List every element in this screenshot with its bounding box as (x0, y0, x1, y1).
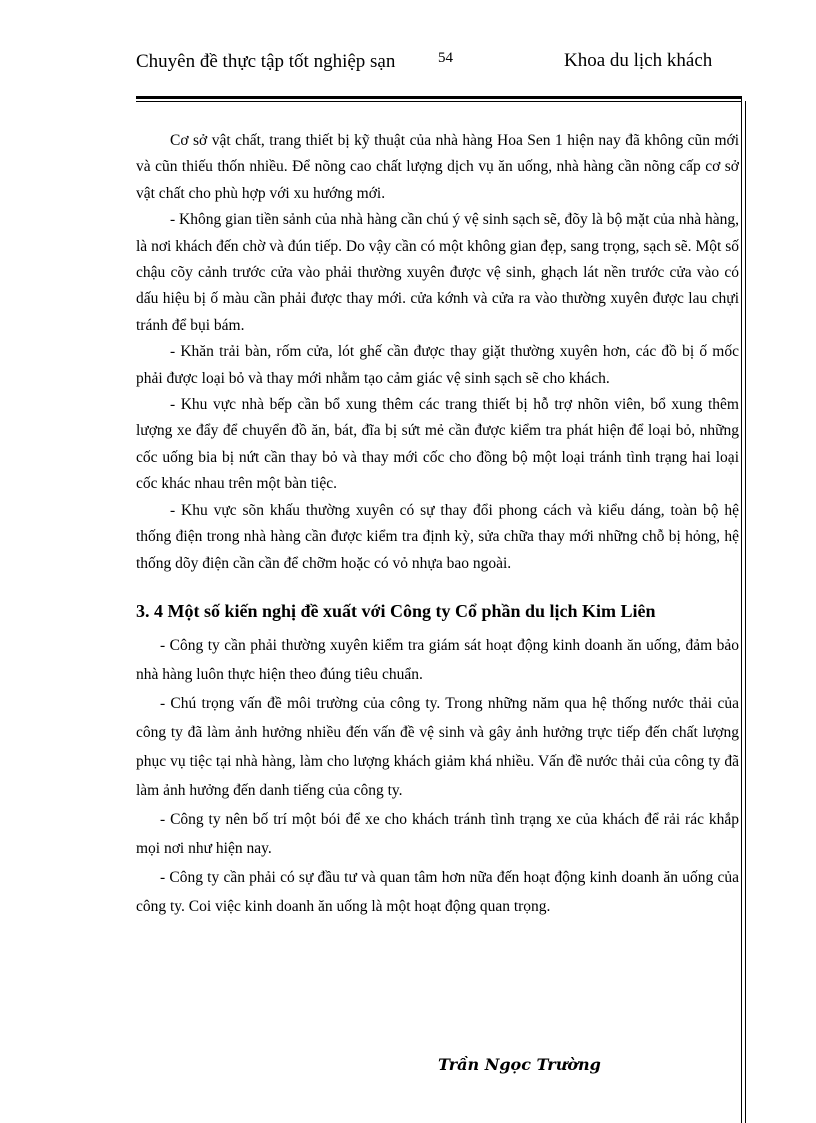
header-title-left: Chuyên đề thực tập tốt nghiệp sạn (136, 51, 396, 72)
paragraph: - Công ty nên bố trí một bói để xe cho khách tránh tình trạng xe của khách để rải rác khắp mọi nơi như hiện nay. (136, 810, 739, 857)
paragraph: - Khu vực sõn khấu thường xuyên có sự thay đổi phong cách và kiểu dáng, toàn bộ hệ thống điện trong nhà hàng cần được kiểm tra định kỳ, sửa chữa thay mới những chỗ bị hỏng, hệ thống dõy điện cần cần để chỡm hoặc có vỏ nhựa bao ngoài. (136, 501, 739, 572)
section-facilities (136, 128, 739, 577)
paragraph: - Công ty cần phải thường xuyên kiểm tra giám sát hoạt động kinh doanh ăn uống, đảm bảo nhà hàng luôn thực hiện theo đúng tiêu chuẩn. (136, 636, 739, 683)
paragraph: - Công ty cần phải có sự đầu tư và quan tâm hơn nữa đến hoạt động kinh doanh ăn uống của công ty. Coi việc kinh doanh ăn uống là một hoạt động quan trọng. (136, 868, 739, 915)
page-header (136, 46, 741, 96)
section-recommendations (136, 631, 739, 921)
page-number: 54 (438, 50, 453, 66)
paragraph: Cơ sở vật chất, trang thiết bị kỹ thuật của nhà hàng Hoa Sen 1 hiện nay đã không cũn mới và cũn thiếu thốn nhiều. Để nõng cao chất lượng dịch vụ ăn uống, nhà hàng cần nõng cấp cơ sở vật chất cho phù hợp với xu hướng mới. (136, 132, 739, 202)
header-rule-thick (136, 96, 741, 99)
page-border-right-inner (745, 101, 746, 1123)
header-title-right: Khoa du lịch khách (564, 50, 713, 71)
header-rule-thin (136, 101, 741, 102)
page-body (136, 128, 739, 921)
paragraph: - Khăn trải bàn, rốm cửa, lót ghế cần được thay giặt thường xuyên hơn, các đồ bị ố mốc phải được loại bỏ và thay mới nhằm tạo cảm giác vệ sinh sạch sẽ cho khách. (136, 343, 739, 387)
paragraph: - Khu vực nhà bếp cần bổ xung thêm các trang thiết bị hỗ trợ nhõn viên, bổ xung thêm lượng xe đẩy để chuyển đồ ăn, bát, đĩa bị sứt mẻ cần được kiểm tra phát hiện để loại bỏ, những cốc uống bia bị nứt cần thay bỏ và thay mới cốc cho đồng bộ một loại tránh tình trạng hai loại cốc khác nhau trên một bàn tiệc. (136, 396, 739, 493)
paragraph: - Không gian tiền sảnh của nhà hàng cần chú ý vệ sinh sạch sẽ, đõy là bộ mặt của nhà hàng, là nơi khách đến chờ và đún tiếp. Do vậy cần có một không gian đẹp, sang trọng, sạch sẽ. Một số chậu cõy cảnh trước cửa vào phải thường xuyên được vệ sinh, ghạch lát nền trước cửa vào có dấu hiệu bị ố màu cần phải được thay mới. cửa kớnh và cửa ra vào thường xuyên được lau chựi tránh để bụi bám. (136, 211, 739, 334)
page-border-right-outer (741, 96, 742, 1123)
paragraph: - Chú trọng vấn đề môi trường của công ty. Trong những năm qua hệ thống nước thải của công ty đã làm ảnh hưởng nhiều đến vấn đề vệ sinh và gây ảnh hưởng trực tiếp đến chất lượng phục vụ tiệc tại nhà hàng, làm cho lượng khách giảm khá nhiều. Vấn đề nước thải của công ty đã làm ảnh hưởng đến danh tiếng của công ty. (136, 694, 739, 799)
section-heading: 3. 4 Một số kiến nghị đề xuất với Công ty Cổ phần du lịch Kim Liên (136, 600, 656, 621)
author-signature: Trần Ngọc Trường (438, 1055, 601, 1074)
